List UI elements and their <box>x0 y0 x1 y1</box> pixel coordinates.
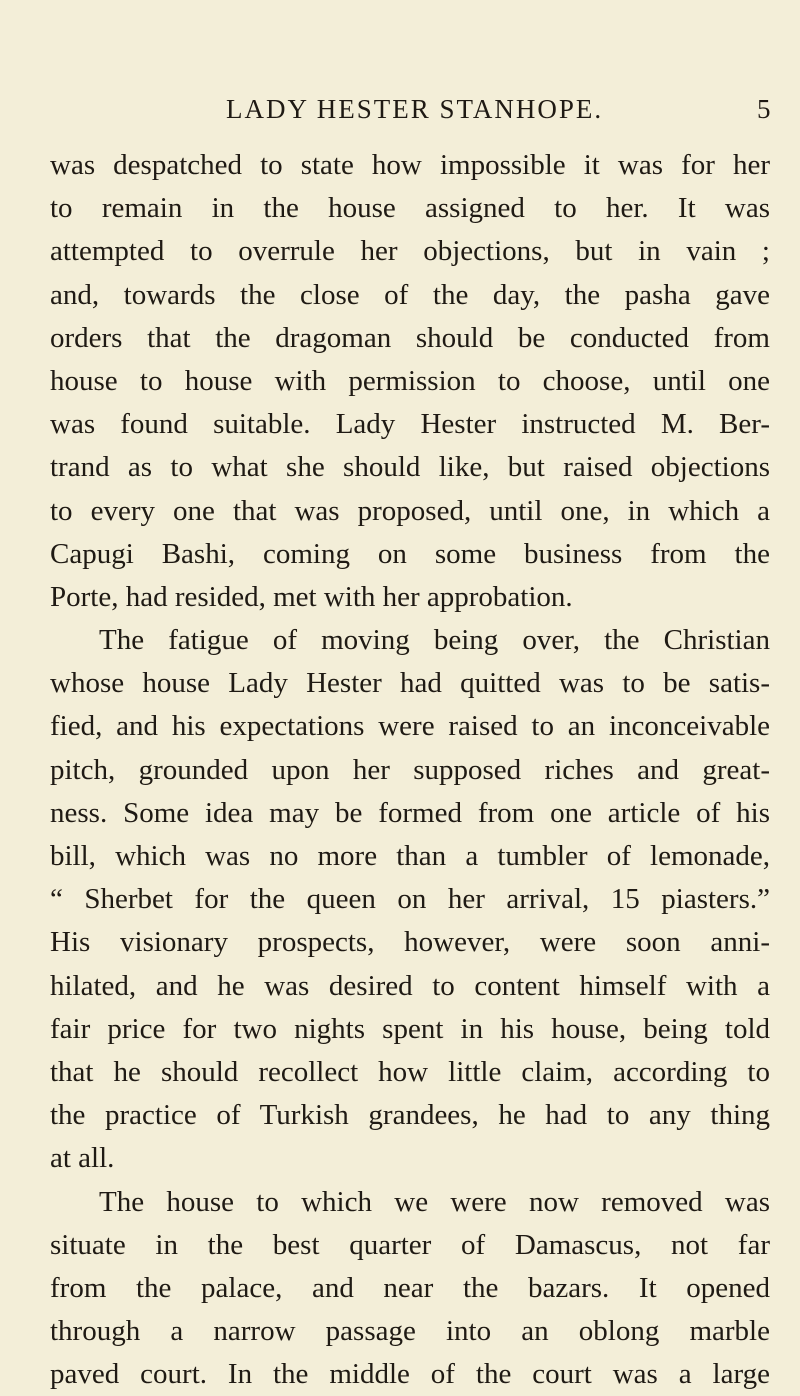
text-line: at all. <box>50 1142 115 1175</box>
text-line: was despatched to state how impossible it was for her <box>50 149 770 181</box>
running-title: LADY HESTER STANHOPE. <box>226 94 604 124</box>
text-line: orders that the dragoman should be conducted from <box>50 321 770 354</box>
text-line: paved court. In the middle of the court was a large <box>50 1358 770 1391</box>
text-line: through a narrow passage into an oblong marble <box>50 1315 770 1348</box>
page-header <box>0 94 800 134</box>
text-line: to every one that was proposed, until one, in which a <box>50 494 770 527</box>
page-number: 5 <box>757 94 771 124</box>
text-line: trand as to what she should like, but raised objections <box>50 451 770 484</box>
text-line: to remain in the house assigned to her. It was <box>50 192 770 225</box>
text-line: that he should recollect how little claim, according to <box>50 1055 770 1088</box>
text-line: house to house with permission to choose, until one <box>50 364 770 397</box>
text-line: fied, and his expectations were raised to an inconceivable <box>50 710 770 743</box>
text-line: from the palace, and near the bazars. It opened <box>50 1271 770 1304</box>
text-line: The fatigue of moving being over, the Christian <box>99 624 770 657</box>
text-line: the practice of Turkish grandees, he had to any thing <box>50 1099 770 1132</box>
text-line: and, towards the close of the day, the pasha gave <box>50 278 770 311</box>
text-line: “ Sherbet for the queen on her arrival, 15 piasters.” <box>50 883 770 916</box>
text-line: attempted to overrule her objections, but in vain ; <box>50 235 770 268</box>
text-line: fair price for two nights spent in his house, being told <box>50 1012 770 1045</box>
text-line: situate in the best quarter of Damascus, not far <box>50 1228 770 1261</box>
text-line: ness. Some idea may be formed from one article of his <box>50 796 770 829</box>
text-line: bill, which was no more than a tumbler of lemonade, <box>50 840 770 872</box>
text-line: pitch, grounded upon her supposed riches and great- <box>50 753 770 786</box>
text-line: was found suitable. Lady Hester instructed M. Ber- <box>50 408 770 441</box>
text-line: whose house Lady Hester had quitted was to be satis- <box>50 667 770 700</box>
text-line: Porte, had resided, met with her approbation. <box>50 580 573 613</box>
text-line: His visionary prospects, however, were soon anni- <box>50 926 770 959</box>
text-line: Capugi Bashi, coming on some business from the <box>50 537 770 570</box>
text-line: hilated, and he was desired to content himself with a <box>50 969 770 1002</box>
body-text <box>50 144 770 1396</box>
text-line: The house to which we were now removed was <box>99 1185 770 1218</box>
